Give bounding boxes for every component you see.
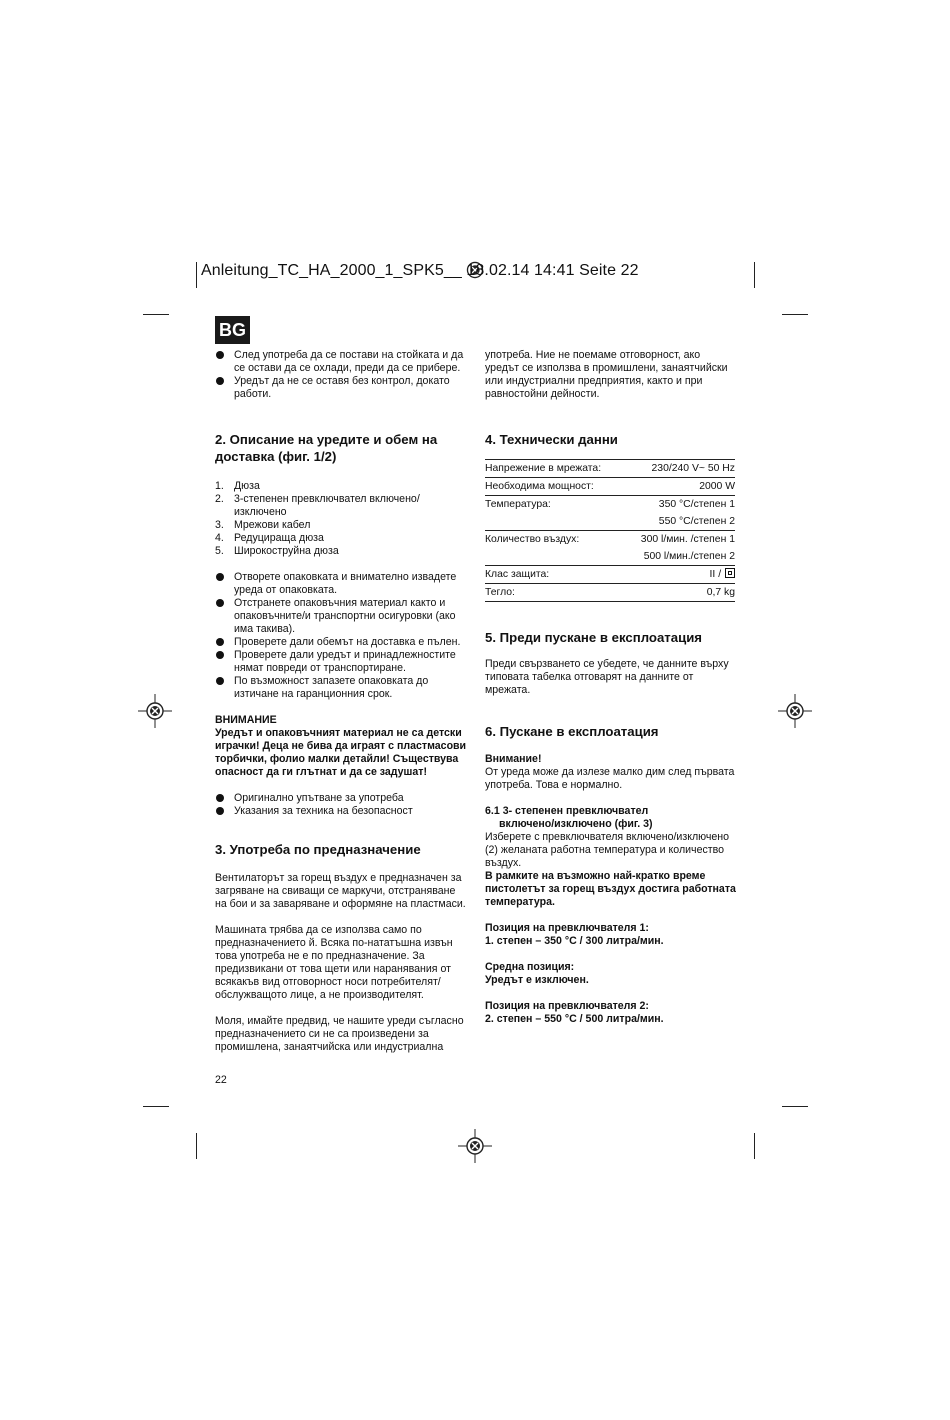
spec-value: 350 °C/степен 1	[658, 498, 735, 510]
documents-bullet-list	[215, 792, 467, 818]
list-item	[215, 493, 467, 519]
table-row	[485, 548, 735, 566]
subsection-heading-line-1: 3- степенен превключвател	[502, 804, 649, 817]
spec-label: Необходима мощност:	[485, 480, 594, 492]
crop-mark	[782, 314, 808, 315]
crop-mark	[754, 1133, 755, 1159]
list-item: Оригинално упътване за употреба	[215, 792, 467, 805]
crop-mark	[754, 262, 755, 288]
list-number: 2.	[215, 493, 224, 505]
spec-value-with-symbol	[710, 566, 735, 583]
spec-label: Напрежение в мрежата:	[485, 462, 602, 474]
print-header-filename: Anleitung_TC_HA_2000_1_SPK5__ 18.02.14 14:41 Seite 22	[201, 262, 639, 279]
parts-list	[215, 480, 467, 558]
spec-label: Клас защита:	[485, 568, 550, 580]
spec-value: 230/240 V~ 50 Hz	[651, 462, 735, 474]
unpacking-bullet-list	[215, 571, 467, 701]
subsection-heading-line-2: включено/изключено (фиг. 3)	[499, 817, 653, 830]
right-column	[485, 349, 736, 1026]
paragraph-bold: В рамките на възможно най-кратко време пистолетът за горещ въздух достига работната температура.	[485, 869, 736, 908]
table-row	[485, 531, 735, 548]
section-3-heading: 3. Употреба по предназначение	[215, 842, 421, 857]
list-item: По възможност запазете опаковката до изтичане на гаранционния срок.	[215, 675, 467, 701]
table-row	[485, 496, 735, 513]
table-row	[485, 584, 735, 602]
list-number: 1.	[215, 480, 224, 492]
list-number: 4.	[215, 532, 224, 544]
list-text: 3-степенен превключвател включено/изключено	[234, 493, 420, 518]
left-column	[215, 349, 467, 1054]
table-row	[485, 460, 735, 478]
spec-label: Температура:	[485, 498, 551, 510]
subsection-heading	[485, 805, 736, 818]
paragraph: Машината трябва да се използва само по предназначението й. Всяка по-нататъшна извън това употреба не е по предназначение. За предизвикани от това щети или наранявания от всякакъв вид отговорност носи потребителят/обслужващото лице, а не производителят.	[215, 923, 453, 1001]
list-item: Проверете дали уредът и принадлежностите нямат повреди от транспортиране.	[215, 649, 467, 675]
list-item: Уредът да не се оставя без контрол, докато работи.	[215, 375, 467, 401]
crop-mark	[196, 262, 197, 288]
list-text: Широкоструйна дюза	[234, 545, 339, 557]
paragraph: Моля, имайте предвид, че нашите уреди съгласно предназначението си не са произведени за промишлена, занаятчийска или индустриална	[215, 1014, 464, 1053]
list-item: Отстранете опаковъчния материал както и опаковъчните/и транспортни осигуровки (ако има такива).	[215, 597, 467, 636]
list-item	[215, 519, 467, 532]
paragraph: Преди свързването се убедете, че данните върху типовата табелка отговарят на данните от мрежата.	[485, 658, 729, 696]
list-number: 5.	[215, 545, 224, 557]
list-item: Указания за техника на безопасност	[215, 805, 467, 818]
spec-value: 0,7 kg	[706, 586, 735, 598]
warning-title: ВНИМАНИЕ	[215, 714, 277, 726]
crop-mark	[143, 1106, 169, 1107]
spec-value: 550 °C/степен 2	[658, 515, 735, 527]
spec-value: II /	[709, 568, 722, 580]
paragraph: Вентилаторът за горещ въздух е предназначен за загряване на свиващи се маркучи, отстраняване на бои и за заваряване и оформяне на пластмаси.	[215, 871, 466, 910]
list-number: 3.	[215, 519, 224, 531]
crop-mark	[782, 1106, 808, 1107]
list-item: Проверете дали обемът на доставка е пълен.	[215, 636, 467, 649]
spec-value: 500 l/мин./степен 2	[643, 550, 735, 562]
paragraph: Изберете с превключвателя включено/изключено (2) желаната работна температура и количество въздух.	[485, 830, 729, 869]
section-6-heading: 6. Пускане в експлоатация	[485, 724, 659, 739]
middle-position-title: Средна позиция:	[485, 960, 575, 973]
section-4-heading: 4. Технически данни	[485, 432, 618, 447]
spec-label: Тегло:	[485, 586, 515, 598]
language-badge: BG	[215, 316, 250, 344]
position-1-title: Позиция на превключвателя 1:	[485, 921, 649, 934]
attention-title: Внимание!	[485, 752, 542, 765]
spec-value: 300 l/мин. /степен 1	[640, 533, 735, 545]
list-item: След употреба да се постави на стойката и да се остави да се охлади, преди да се прибере.	[215, 349, 467, 375]
intro-bullet-list	[215, 349, 467, 401]
attention-text: От уреда може да излезе малко дим след първата употреба. Това е нормално.	[485, 765, 735, 791]
registration-mark-icon	[138, 694, 172, 728]
section-2-heading: 2. Описание на уредите и обем на доставка (фиг. 1/2)	[215, 432, 438, 464]
list-text: Дюза	[234, 480, 260, 492]
position-1-value: 1. степен – 350 °C / 300 литра/мин.	[485, 934, 664, 947]
subsection-number: 6.1	[485, 804, 500, 817]
list-text: Редуцираща дюза	[234, 532, 324, 544]
position-2-title: Позиция на превключвателя 2:	[485, 999, 649, 1012]
page-number: 22	[215, 1074, 227, 1086]
warning-text: Уредът и опаковъчният материал не са детски играчки! Деца не бива да играят с пластмасови торбички, фолио малки детайли! Съществува опасност да ги глътнат и да се задушат!	[215, 727, 467, 778]
list-item	[215, 545, 467, 558]
table-row	[485, 478, 735, 496]
crop-mark	[196, 1133, 197, 1159]
list-item	[215, 480, 467, 493]
section-5-heading: 5. Преди пускане в експлоатация	[485, 629, 703, 645]
list-item	[215, 532, 467, 545]
spec-label: Количество въздух:	[485, 533, 580, 545]
table-row	[485, 566, 735, 584]
registration-mark-icon	[778, 694, 812, 728]
registration-mark-icon	[458, 1129, 492, 1163]
table-row	[485, 513, 735, 531]
crop-mark	[143, 314, 169, 315]
list-text: Мрежови кабел	[234, 519, 311, 531]
technical-data-table	[485, 459, 735, 602]
position-2-value: 2. степен – 550 °C / 500 литра/мин.	[485, 1012, 664, 1025]
list-item: Отворете опаковката и внимателно извадете уреда от опаковката.	[215, 571, 467, 597]
paragraph: употреба. Ние не поемаме отговорност, ако уредът се използва в промишлени, занаятчийски или индустриални предприятия, както и при равностойни дейности.	[485, 349, 728, 400]
spec-value: 2000 W	[699, 480, 735, 492]
middle-position-value: Уредът е изключен.	[485, 973, 589, 986]
protection-class-ii-icon	[725, 568, 735, 578]
